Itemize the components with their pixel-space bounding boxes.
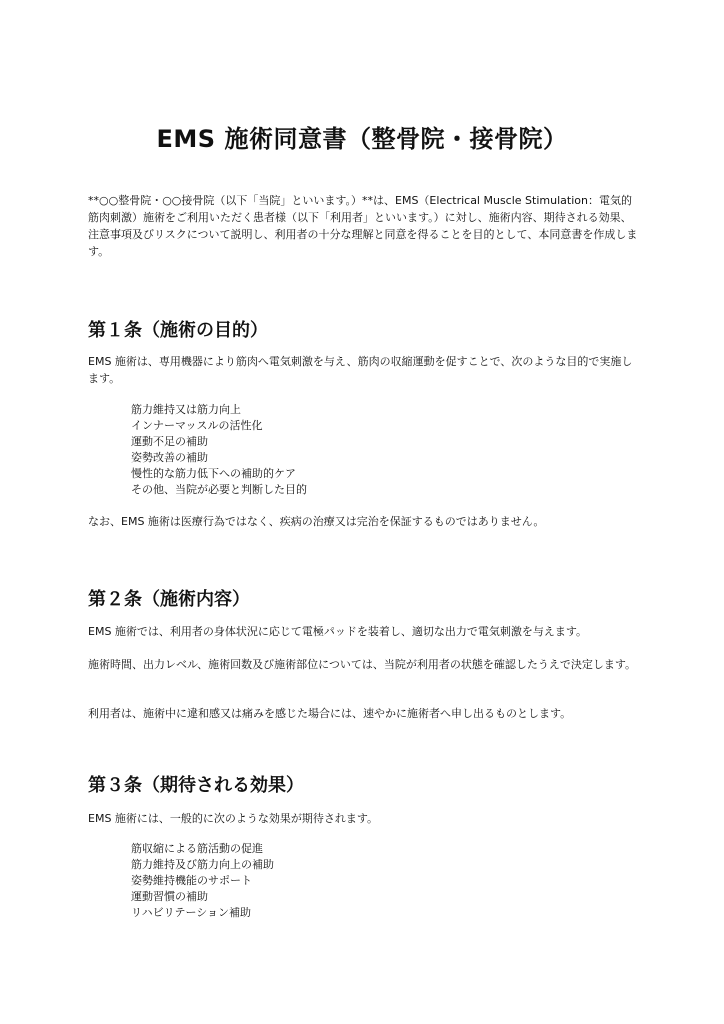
list-item: 筋力維持又は筋力向上	[131, 403, 241, 416]
article-1-note: なお、EMS 施術は医療行為ではなく、疾病の治療又は完治を保証するものではありません。	[88, 515, 545, 528]
list-item: 姿勢維持機能のサポート	[131, 874, 252, 887]
list-item: 慢性的な筋力低下への補助的ケア	[131, 467, 296, 480]
list-item: その他、当院が必要と判断した目的	[131, 483, 307, 496]
article-3-effects-list	[131, 841, 274, 921]
list-item: 姿勢改善の補助	[131, 451, 208, 464]
list-item: インナーマッスルの活性化	[131, 419, 263, 432]
list-item: 運動不足の補助	[131, 435, 208, 448]
article-1-paragraph: EMS 施術は、専用機器により筋肉へ電気刺激を与え、筋肉の収縮運動を促すことで、次のような目的で実施します。	[88, 355, 633, 385]
article-2-paragraph-2: 施術時間、出力レベル、施術回数及び施術部位については、当院が利用者の状態を確認したうえで決定します。	[88, 658, 637, 671]
document-title: EMS 施術同意書（整骨院・接骨院）	[156, 125, 568, 153]
article-2-paragraph-1: EMS 施術では、利用者の身体状況に応じて電極パッドを装着し、適切な出力で電気刺激を与えます。	[88, 625, 588, 638]
article-1-purpose-list	[131, 402, 307, 498]
article-2-paragraph-3: 利用者は、施術中に違和感又は痛みを感じた場合には、速やかに施術者へ申し出るものとします。	[88, 707, 572, 720]
article-1-heading: 第１条（施術の目的）	[88, 320, 268, 341]
article-2-heading: 第２条（施術内容）	[88, 589, 250, 610]
article-3-paragraph: EMS 施術には、一般的に次のような効果が期待されます。	[88, 812, 379, 825]
list-item: リハビリテーション補助	[131, 906, 252, 919]
list-item: 筋収縮による筋活動の促進	[131, 842, 263, 855]
article-3-heading: 第３条（期待される効果）	[88, 775, 304, 796]
intro-paragraph: **○○整骨院・○○接骨院（以下「当院」といいます。）**は、EMS（Electrical Muscle Stimulation：電気的筋肉刺激）施術をご利用いただく患者様（以下「利用者」といいます。）に対し、施術内容、期待される効果、注意事項及びリスクについて説明し、利用者の十分な理解と同意を得ることを目的として、本同意書を作成します。	[88, 194, 638, 258]
list-item: 運動習慣の補助	[131, 890, 208, 903]
list-item: 筋力維持及び筋力向上の補助	[131, 858, 274, 871]
